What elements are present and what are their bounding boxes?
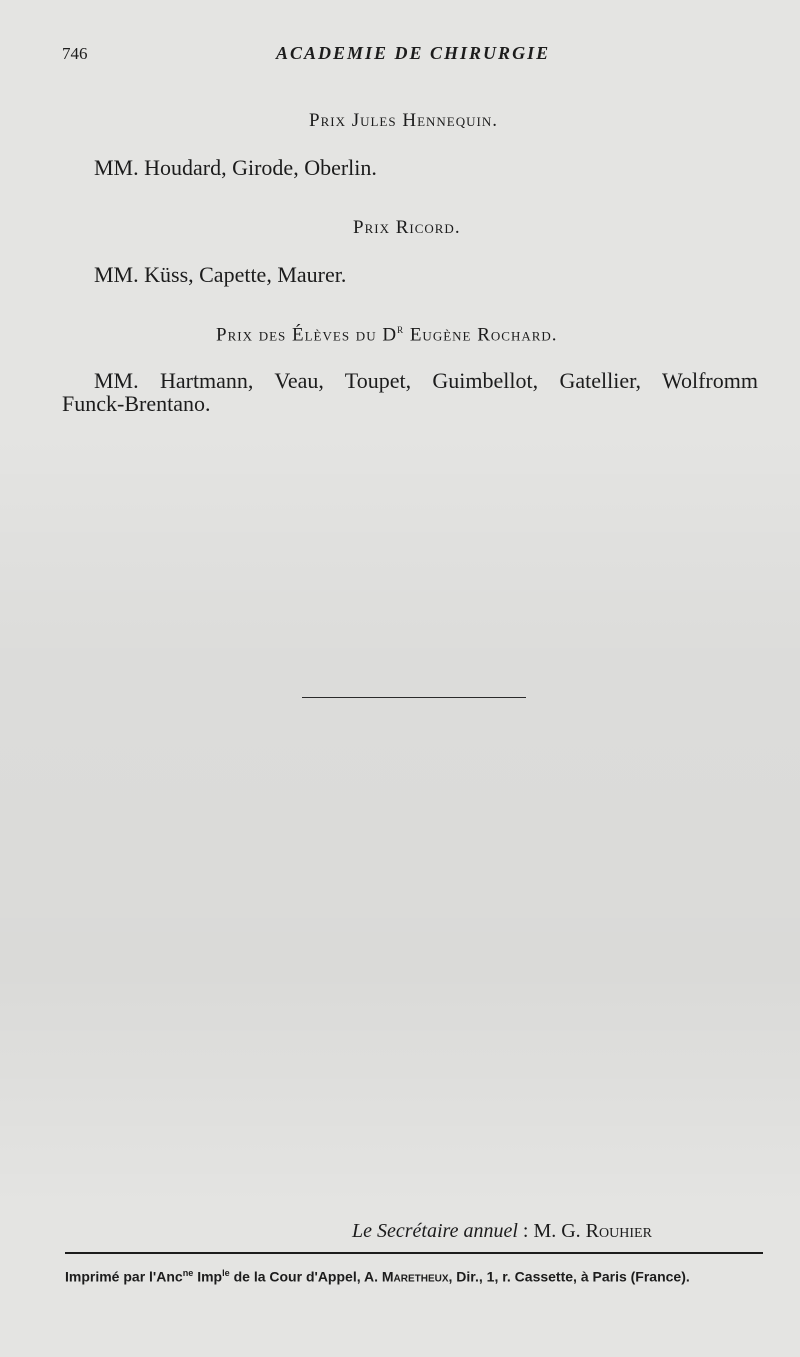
imprint-sup: ne [182, 1268, 194, 1278]
signature-name: M. G. Rouhier [533, 1220, 652, 1242]
imprint-text: , Dir., 1, r. Cassette, à Paris (France). [448, 1268, 690, 1285]
imprint-sup: le [222, 1268, 230, 1278]
imprint-text: Imp [193, 1268, 223, 1285]
heading-text: Prix des Élèves du D [216, 324, 398, 346]
secretary-signature [352, 1220, 652, 1243]
heading-superscript: r [397, 322, 405, 336]
prize-winners-rochard-line2: Funck-Brentano. [62, 391, 211, 416]
prize-winners-rochard-line1: MM. Hartmann, Veau, Toupet, Guimbellot, Gatellier, Wolfromm [94, 368, 758, 393]
prize-winners-ricord: MM. Küss, Capette, Maurer. [94, 262, 347, 287]
signature-separator: : [517, 1220, 534, 1242]
page-number: 746 [62, 44, 88, 63]
section-divider [302, 697, 526, 698]
imprint-printer-name: Maretheux [381, 1268, 449, 1285]
running-title: ACADEMIE DE CHIRURGIE [276, 43, 551, 63]
prize-heading-rochard [216, 322, 558, 346]
heading-text-end: Eugène Rochard. [404, 324, 558, 346]
signature-role: Le Secrétaire annuel [352, 1220, 518, 1242]
imprint-text: Imprimé par l'Anc [65, 1268, 183, 1285]
show-through-shading [0, 430, 800, 1210]
prize-heading-hennequin: Prix Jules Hennequin. [309, 110, 498, 131]
prize-winners-hennequin: MM. Houdard, Girode, Oberlin. [94, 155, 377, 180]
imprint-text: de la Cour d'Appel, A. [229, 1268, 382, 1285]
footer-rule [65, 1252, 763, 1254]
printer-imprint [65, 1268, 690, 1285]
prize-heading-ricord: Prix Ricord. [353, 217, 461, 238]
